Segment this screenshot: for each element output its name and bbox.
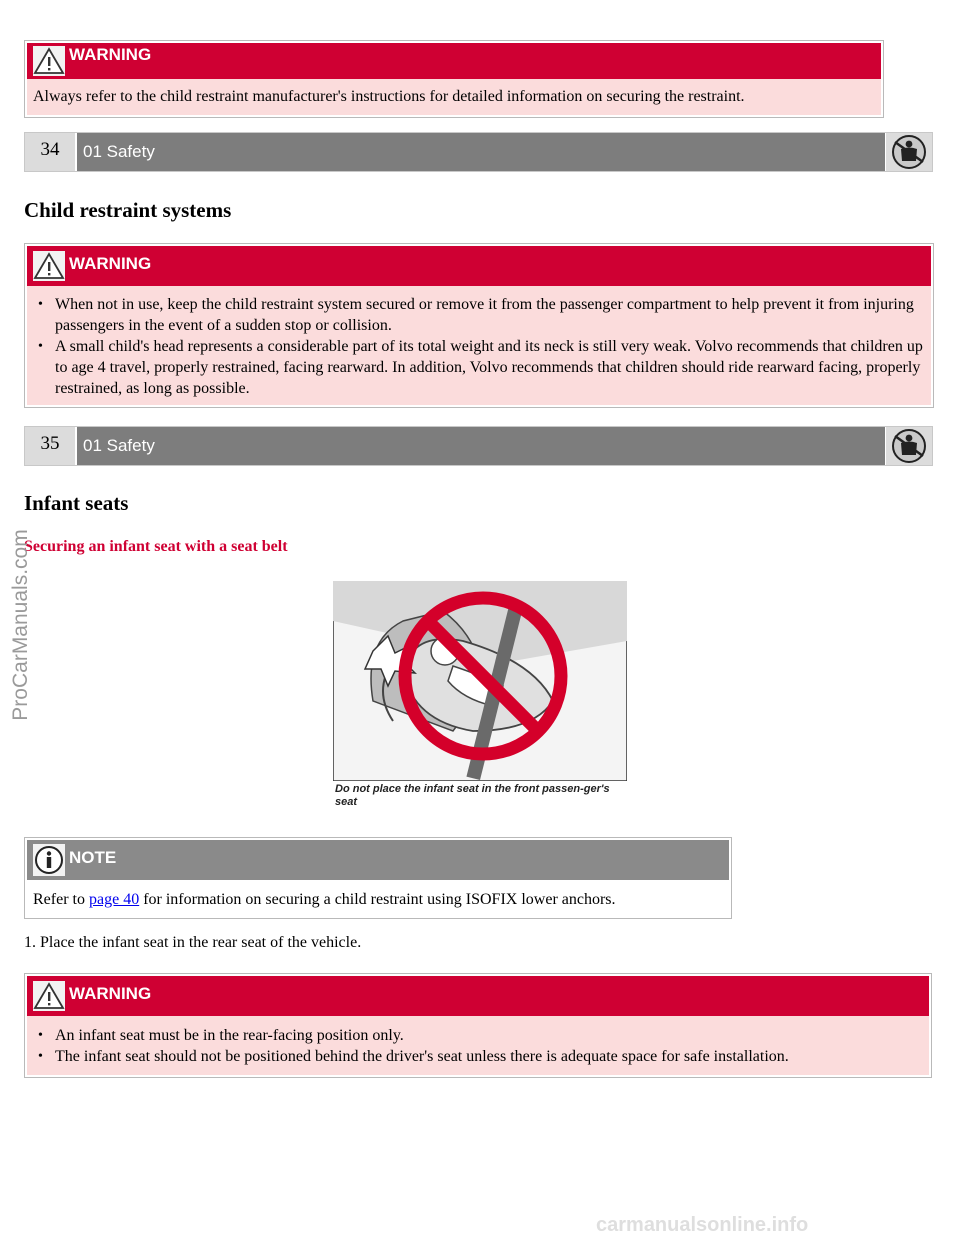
- infant-seat-illustration: [333, 581, 627, 781]
- heading-child-restraint-systems: Child restraint systems: [24, 198, 232, 222]
- child-seat-icon: [886, 427, 932, 465]
- list-item: • An infant seat must be in the rear-facing position only.: [33, 1025, 923, 1046]
- warning-header: [27, 43, 881, 79]
- warning-header: [27, 976, 929, 1016]
- section-bar: [24, 132, 933, 172]
- warning-box: [24, 243, 934, 408]
- note-text: Refer to page 40 for information on securing a child restraint using ISOFIX lower anchors.: [27, 880, 729, 916]
- section-title: 01 Safety: [77, 133, 885, 171]
- info-icon: [33, 844, 65, 876]
- page-40-link[interactable]: page 40: [88, 891, 140, 908]
- page-number: 34: [25, 133, 75, 171]
- subheading: Securing an infant seat with a seat belt: [24, 538, 288, 555]
- note-label: NOTE: [69, 848, 117, 867]
- warning-text: Always refer to the child restraint manufacturer's instructions for detailed information on securing the restraint.: [27, 79, 881, 115]
- heading-infant-seats: Infant seats: [24, 491, 129, 515]
- warning-label: WARNING: [69, 254, 152, 273]
- warning-triangle-icon: [33, 46, 65, 76]
- side-watermark: ProCarManuals.com: [9, 529, 32, 721]
- warning-box: [24, 973, 932, 1078]
- warning-header: [27, 246, 931, 286]
- list-item: • When not in use, keep the child restraint system secured or remove it from the passenger compartment to help prevent it from injuring passengers in the event of a sudden stop or collision.: [33, 294, 925, 336]
- child-seat-icon: [886, 133, 932, 171]
- footer-watermark: carmanualsonline.info: [596, 1214, 809, 1236]
- warning-triangle-icon: [33, 251, 65, 281]
- page-number: 35: [25, 427, 75, 465]
- warning-triangle-icon: [33, 981, 65, 1011]
- list-item: • A small child's head represents a considerable part of its total weight and its neck is still very weak. Volvo recommends that children up to age 4 travel, properly restrained, facing rearward. In addition, Volvo recommends that children should ride rearward facing, properly restrained, as long as possible.: [33, 336, 925, 399]
- section-title: 01 Safety: [77, 427, 885, 465]
- warning-label: WARNING: [69, 45, 152, 64]
- step-1-text: 1. Place the infant seat in the rear seat of the vehicle.: [24, 934, 362, 951]
- warning-list: [33, 294, 925, 399]
- warning-list: [33, 1025, 923, 1067]
- section-bar: [24, 426, 933, 466]
- infant-seat-figure: [333, 581, 627, 817]
- note-box: [24, 837, 732, 919]
- warning-label: WARNING: [69, 984, 152, 1003]
- note-header: [27, 840, 729, 880]
- warning-box: [24, 40, 884, 118]
- figure-caption: Do not place the infant seat in the front passen-ger's seat: [335, 783, 610, 808]
- list-item: • The infant seat should not be positioned behind the driver's seat unless there is adequate space for safe installation.: [33, 1046, 923, 1067]
